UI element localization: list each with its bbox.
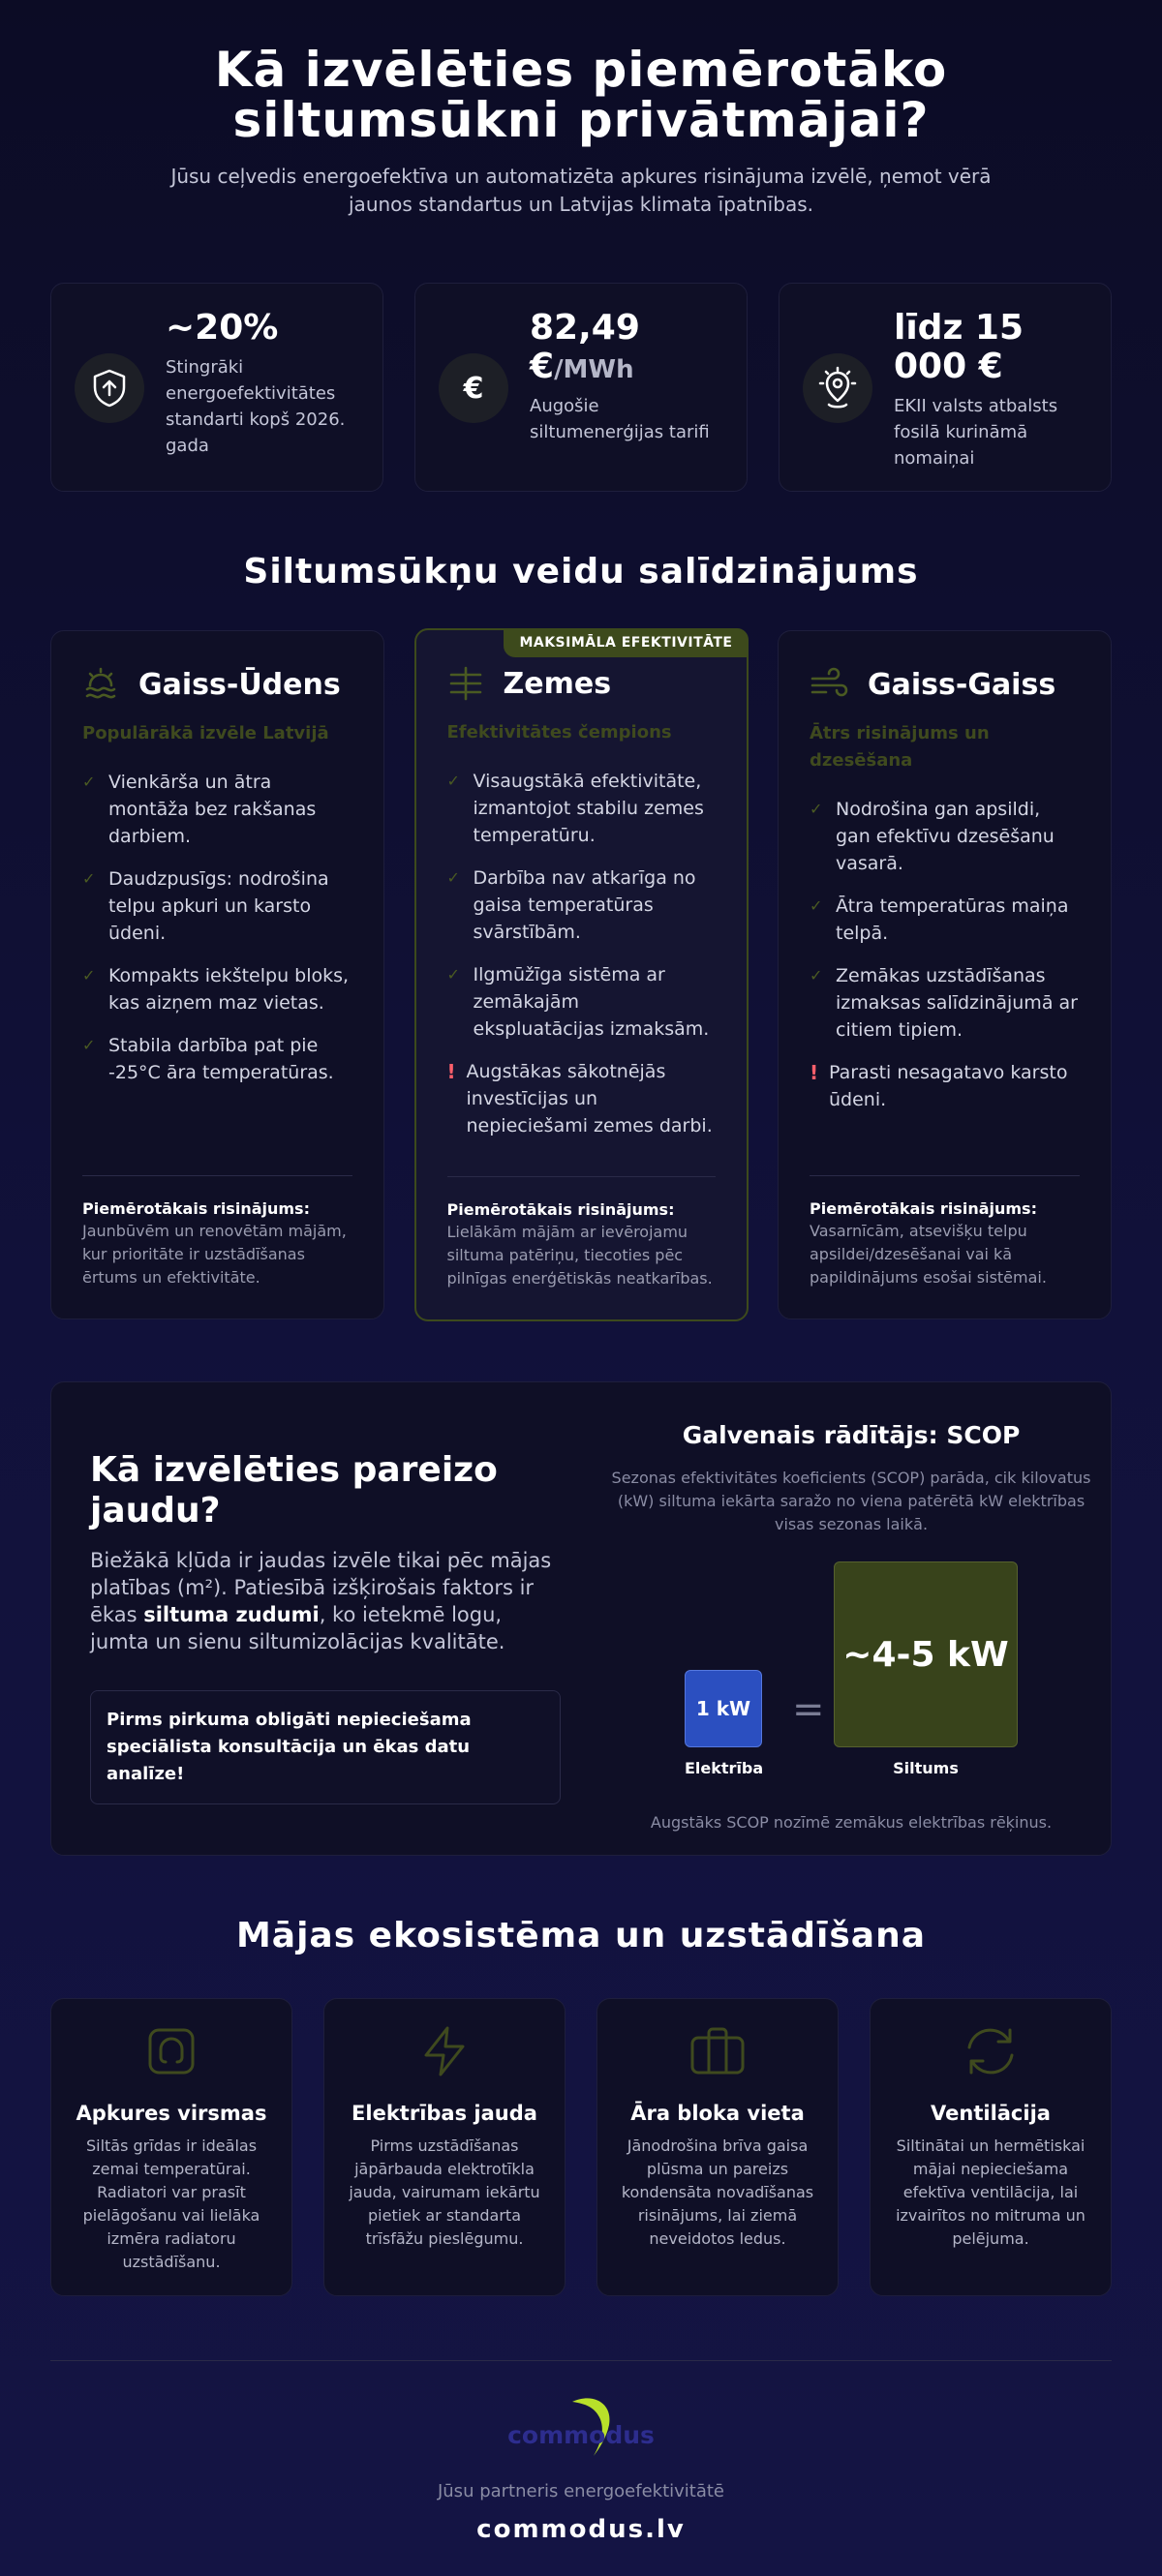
footer-text: Jaunbūvēm un renovētām mājām, kur prioritāte ir uzstādīšanas ērtums un efektivitāte. xyxy=(82,1222,347,1287)
feature-list xyxy=(82,769,352,1086)
check-icon: ✓ xyxy=(82,773,96,791)
title-line-1: Kā izvēlēties piemērotāko xyxy=(214,42,948,98)
type-card-air-water xyxy=(50,630,384,1319)
types-comparison xyxy=(50,630,1112,1321)
title-line-2: siltumsūkni privātmājai? xyxy=(232,92,930,148)
type-subtitle: Efektivitātes čempions xyxy=(446,722,672,742)
feature-list xyxy=(447,768,716,1139)
stat-content xyxy=(166,309,361,459)
eco-card xyxy=(50,1998,292,2296)
warning-icon: ! xyxy=(446,1060,456,1083)
check-icon: ✓ xyxy=(810,966,823,985)
stat-value: līdz 15 000 € xyxy=(894,308,1024,386)
stat-description: Stingrāki energoefektivitātes standarti kopš 2026. gada xyxy=(166,357,346,456)
sizing-title: Kā izvēlēties pareizo jaudu? xyxy=(90,1450,498,1530)
page-subtitle: Jūsu ceļvedis energoefektīva un automatizēta apkures risinājuma izvēlē, ņemot vērā jaunos standartus un Latvijas klimata īpatnības. xyxy=(170,165,992,216)
check-icon: ✓ xyxy=(446,868,460,887)
check-icon: ✓ xyxy=(82,966,96,985)
sizing-panel xyxy=(50,1381,1112,1856)
type-card-ground xyxy=(414,628,749,1321)
hero xyxy=(50,0,1112,219)
scop-explainer xyxy=(609,1421,1093,1832)
eco-card xyxy=(323,1998,566,2296)
type-name: Gaiss-Ūdens xyxy=(138,667,341,702)
list-item: ✓ Visaugstākā efektivitāte, izmantojot stabilu zemes temperatūru. xyxy=(447,768,716,849)
eco-title: Elektrības jauda xyxy=(352,2102,537,2125)
type-header xyxy=(447,661,716,706)
stat-description: Augošie siltumenerģijas tarifi xyxy=(530,396,710,442)
eco-card xyxy=(870,1998,1112,2296)
type-header xyxy=(810,662,1080,707)
logo-text: commodus xyxy=(507,2421,655,2449)
type-footer xyxy=(810,1175,1080,1289)
eco-title: Āra bloka vieta xyxy=(630,2102,805,2125)
types-section-title: Siltumsūkņu veidu salīdzinājums xyxy=(243,552,919,591)
stat-value: ~20% xyxy=(166,308,279,348)
heat-label: Siltums xyxy=(893,1759,959,1777)
type-footer xyxy=(447,1176,716,1290)
location-pin-icon xyxy=(803,353,872,423)
feature-list xyxy=(810,796,1080,1113)
type-name: Gaiss-Gaiss xyxy=(868,667,1056,702)
type-card-air-air xyxy=(778,630,1112,1319)
sizing-text: Biežākā kļūda ir jaudas izvēle tikai pēc mājas platības (m²). Patiesībā izšķirošais faktors ir ēkas siltuma zudumi, ko ietekmē logu, jumta un sienu siltumizolācijas kvalitāte. xyxy=(90,1549,552,1653)
ground-icon xyxy=(447,665,484,702)
stat-content xyxy=(530,309,725,445)
footer-text: Vasarnīcām, atsevišķu telpu apsildei/dzesēšanai vai kā papildinājums esošai sistēmai. xyxy=(810,1222,1047,1287)
stats-row xyxy=(50,283,1112,492)
website-link[interactable]: commodus.lv xyxy=(476,2515,686,2544)
eco-title: Ventilācija xyxy=(931,2102,1051,2125)
scop-title: Galvenais rādītājs: SCOP xyxy=(682,1421,1021,1449)
shield-arrow-icon xyxy=(75,353,144,423)
type-subtitle: Populārākā izvēle Latvijā xyxy=(82,723,329,743)
list-item: ✓ Daudzpusīgs: nodrošina telpu apkuri un karsto ūdeni. xyxy=(82,865,352,947)
eco-card xyxy=(596,1998,839,2296)
stat-card xyxy=(414,283,748,492)
list-item: ✓ Vienkārša un ātra montāža bez rakšanas darbiem. xyxy=(82,769,352,850)
list-item: ✓ Ātra temperatūras maiņa telpā. xyxy=(810,893,1080,947)
list-item: ✓ Nodrošina gan apsildi, gan efektīvu dzesēšanu vasarā. xyxy=(810,796,1080,877)
page xyxy=(50,0,1112,2544)
electricity-label: Elektrība xyxy=(685,1759,764,1777)
check-icon: ✓ xyxy=(810,896,823,915)
warning-icon: ! xyxy=(810,1061,819,1084)
refresh-icon xyxy=(962,2024,1020,2078)
footer-title: Piemērotākais risinājums: xyxy=(446,1200,675,1219)
equals-sign: = xyxy=(792,1687,825,1732)
list-item: ! Augstākas sākotnējās investīcijas un nepieciešami zemes darbi. xyxy=(447,1058,716,1139)
eco-text: Siltinātai un hermētiskai mājai nepieciešama efektīva ventilācija, lai izvairītos no mitruma un pelējuma. xyxy=(896,2137,1086,2248)
briefcase-icon xyxy=(688,2024,747,2078)
footer-title: Piemērotākais risinājums: xyxy=(82,1199,310,1218)
stat-card xyxy=(50,283,383,492)
type-subtitle: Ātrs risinājums un dzesēšana xyxy=(810,723,990,771)
lightning-icon xyxy=(417,2024,472,2078)
stat-description: EKII valsts atbalsts fosilā kurināmā nomaiņai xyxy=(894,396,1058,469)
eco-text: Pirms uzstādīšanas jāpārbauda elektrotīkla jauda, vairumam iekārtu pietiek ar standarta trīsfāžu pieslēgumu. xyxy=(349,2137,540,2248)
check-icon: ✓ xyxy=(82,869,96,888)
check-icon: ✓ xyxy=(810,800,823,818)
type-footer xyxy=(82,1175,352,1289)
check-icon: ✓ xyxy=(446,772,460,790)
ecosystem-row xyxy=(50,1998,1112,2296)
eco-text: Siltās grīdas ir ideālas zemai temperatūrai. Radiatori var prasīt pielāgošanu vai lielāka izmēra radiatoru uzstādīšanu. xyxy=(82,2137,260,2271)
page-title xyxy=(50,42,1112,148)
scop-description: Sezonas efektivitātes koeficients (SCOP) parāda, cik kilovatus (kW) siltuma iekārta saražo no viena patērētā kW elektrības visas sezonas laikā. xyxy=(611,1469,1091,1533)
featured-badge: MAKSIMĀLA EFEKTIVITĀTE xyxy=(504,628,748,657)
eco-section-title: Mājas ekosistēma un uzstādīšana xyxy=(235,1916,927,1955)
list-item: ✓ Zemākas uzstādīšanas izmaksas salīdzinājumā ar citiem tipiem. xyxy=(810,962,1080,1044)
footer xyxy=(50,2361,1112,2544)
footer-title: Piemērotākais risinājums: xyxy=(810,1199,1037,1218)
wind-icon xyxy=(810,666,848,703)
check-icon: ✓ xyxy=(82,1036,96,1054)
list-item: ✓ Darbība nav atkarīga no gaisa temperatūras svārstībām. xyxy=(447,864,716,946)
footer-text: Lielākām mājām ar ievērojamu siltuma patēriņu, tiecoties pēc pilnīgas enerģētiskās neatkarības. xyxy=(446,1223,713,1288)
commodus-logo[interactable] xyxy=(499,2388,663,2460)
air-water-icon xyxy=(82,666,119,703)
stat-card xyxy=(779,283,1112,492)
list-item: ✓ Kompakts iekštelpu bloks, kas aizņem maz vietas. xyxy=(82,962,352,1016)
check-icon: ✓ xyxy=(446,965,460,984)
electricity-box: 1 kW xyxy=(685,1670,762,1747)
list-item: ! Parasti nesagatavo karsto ūdeni. xyxy=(810,1059,1080,1113)
eco-title: Apkures virsmas xyxy=(76,2102,267,2125)
type-name: Zemes xyxy=(503,666,612,701)
heat-box: ~4-5 kW xyxy=(834,1561,1018,1747)
type-header xyxy=(82,662,352,707)
stat-content xyxy=(894,309,1089,471)
sizing-info xyxy=(90,1421,561,1816)
consultation-note: Pirms pirkuma obligāti nepieciešama speciālista konsultācija un ēkas datu analīze! xyxy=(90,1690,561,1804)
scop-visual xyxy=(609,1561,1093,1803)
eco-text: Jānodrošina brīva gaisa plūsma un pareizs kondensāta novadīšanas risinājums, lai ziemā neveidotos ledus. xyxy=(621,2137,814,2248)
scop-footnote: Augstāks SCOP nozīmē zemākus elektrības rēķinus. xyxy=(650,1813,1053,1832)
stat-value: 82,49 €/MWh xyxy=(530,308,640,386)
euro-icon: € xyxy=(439,353,508,423)
footer-tagline: Jūsu partneris energoefektivitātē xyxy=(437,2481,725,2501)
list-item: ✓ Stabila darbība pat pie -25°C āra temperatūras. xyxy=(82,1032,352,1086)
heating-surface-icon xyxy=(144,2024,199,2078)
list-item: ✓ Ilgmūžīga sistēma ar zemākajām ekspluatācijas izmaksām. xyxy=(447,961,716,1043)
